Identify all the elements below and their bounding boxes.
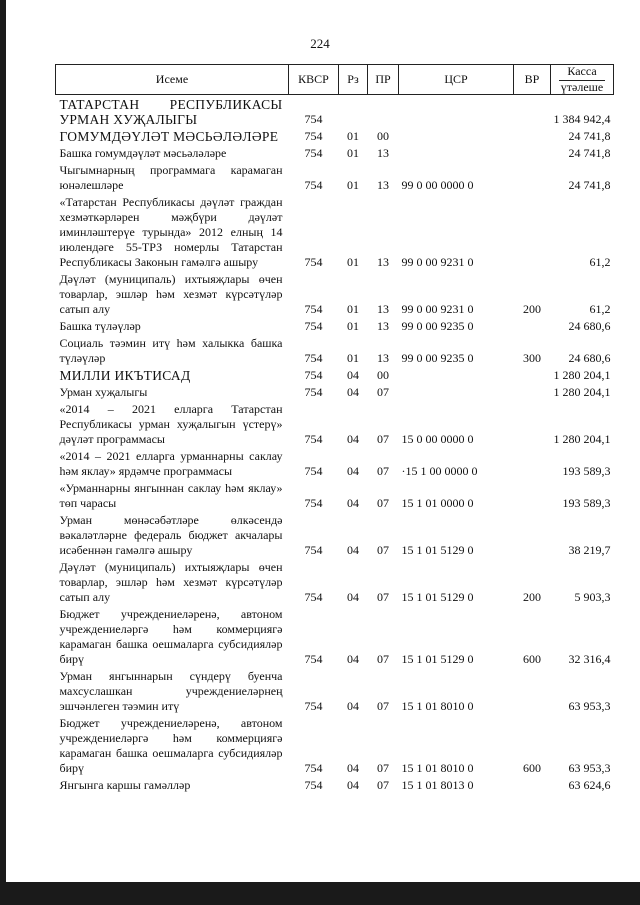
scan-bottom-edge — [0, 882, 640, 905]
row-pr: 13 — [377, 146, 389, 160]
row-vr: 600 — [523, 761, 541, 775]
row-vr — [514, 383, 551, 400]
row-vr — [514, 776, 551, 793]
row-pr: 07 — [377, 778, 389, 792]
row-pr: 00 — [377, 129, 389, 143]
row-pr: 00 — [377, 368, 389, 382]
row-name: Дәүләт (муниципаль) ихтыяҗлары өчен товарлар, эшләр һәм хезмәт күрсәтүләр сатып алу — [59, 560, 283, 604]
row-rz: 04 — [347, 590, 359, 604]
table-row — [56, 144, 614, 161]
row-kvsr: 754 — [304, 496, 323, 510]
row-amount: 61,2 — [589, 302, 611, 316]
row-kvsr: 754 — [304, 464, 323, 478]
row-vr — [514, 667, 551, 714]
row-csr: 99 0 00 9231 0 — [401, 302, 474, 316]
row-amount: 1 384 942,4 — [553, 112, 611, 126]
row-csr: 15 1 01 0000 0 — [401, 496, 474, 510]
row-kvsr: 754 — [304, 385, 323, 399]
row-vr — [514, 144, 551, 161]
row-rz — [339, 95, 368, 128]
row-pr: 07 — [377, 464, 389, 478]
row-name: «2014 – 2021 елларга Татарстан Республикасы урман хуҗалыгын үстерү» дәүләт программасы — [59, 402, 283, 446]
row-vr: 200 — [523, 302, 541, 316]
row-pr: 13 — [377, 302, 389, 316]
row-name: Урман хуҗалыгы — [59, 385, 148, 399]
row-kvsr: 754 — [304, 255, 323, 269]
row-vr — [514, 193, 551, 270]
row-csr: 15 1 01 8010 0 — [401, 761, 474, 775]
row-rz: 01 — [347, 146, 359, 160]
row-name: «2014 – 2021 елларга урманнарны саклау һәм яклау» ярдәмче программасы — [59, 449, 283, 478]
table-row — [56, 558, 614, 605]
table-row — [56, 714, 614, 776]
row-csr: 99 0 00 9235 0 — [401, 351, 474, 365]
table-row — [56, 400, 614, 447]
row-pr: 07 — [377, 496, 389, 510]
row-name: МИЛЛИ ИКЪТИСАД — [59, 368, 191, 383]
row-name: Бюджет учреждениеләренә, автоном учреждениеләргә һәм коммерциягә карамаган башка оешмаларга субсидияләр бирү — [59, 716, 283, 775]
row-rz: 04 — [347, 699, 359, 713]
row-pr: 07 — [377, 699, 389, 713]
row-csr — [399, 366, 514, 383]
row-vr: 300 — [523, 351, 541, 365]
table-row — [56, 161, 614, 193]
row-pr: 07 — [377, 761, 389, 775]
row-rz: 01 — [347, 351, 359, 365]
table-header-row — [56, 65, 614, 95]
row-csr: 99 0 00 9231 0 — [401, 255, 474, 269]
row-kvsr: 754 — [304, 543, 323, 557]
row-pr: 07 — [377, 432, 389, 446]
row-rz: 04 — [347, 368, 359, 382]
row-kvsr: 754 — [304, 302, 323, 316]
row-csr — [399, 383, 514, 400]
table-row — [56, 479, 614, 511]
row-kvsr: 754 — [304, 129, 323, 143]
table-row — [56, 95, 614, 128]
row-rz: 04 — [347, 778, 359, 792]
row-pr: 13 — [377, 319, 389, 333]
row-amount: 32 316,4 — [568, 652, 611, 666]
row-csr: ·15 1 00 0000 0 — [401, 464, 478, 478]
row-csr: 15 1 01 8013 0 — [401, 778, 474, 792]
row-vr — [514, 511, 551, 558]
row-kvsr: 754 — [304, 368, 323, 382]
row-name: ГОМУМДӘҮЛӘТ МӘСЬӘЛӘЛӘРЕ — [59, 129, 279, 144]
row-csr — [399, 144, 514, 161]
row-amount: 24 741,8 — [568, 129, 611, 143]
row-rz: 01 — [347, 178, 359, 192]
row-pr: 07 — [377, 652, 389, 666]
header-amount — [551, 65, 614, 95]
header-amount-line2: үтәлеше — [560, 80, 604, 94]
header-amount-line1: Касса — [567, 64, 597, 78]
row-rz: 04 — [347, 761, 359, 775]
row-rz: 04 — [347, 432, 359, 446]
row-pr: 13 — [377, 255, 389, 269]
row-amount: 24 741,8 — [568, 178, 611, 192]
row-rz: 04 — [347, 496, 359, 510]
row-vr: 200 — [523, 590, 541, 604]
row-csr: 15 0 00 0000 0 — [401, 432, 474, 446]
row-amount: 193 589,3 — [562, 496, 611, 510]
row-vr — [514, 366, 551, 383]
row-pr: 07 — [377, 385, 389, 399]
table-row — [56, 270, 614, 317]
budget-table — [55, 64, 614, 793]
scan-left-edge — [0, 0, 6, 905]
row-rz: 04 — [347, 464, 359, 478]
row-rz: 01 — [347, 129, 359, 143]
table-row — [56, 366, 614, 383]
row-amount: 193 589,3 — [562, 464, 611, 478]
row-name: Башка түләүләр — [59, 319, 141, 333]
row-amount: 63 953,3 — [568, 699, 611, 713]
row-vr — [514, 447, 551, 479]
row-pr: 13 — [377, 178, 389, 192]
header-csr: ЦСР — [399, 65, 514, 95]
row-csr — [399, 95, 514, 128]
row-name: «Урманнарны янгыннан саклау һәм яклау» төп чарасы — [59, 481, 283, 510]
row-amount: 1 280 204,1 — [553, 432, 611, 446]
row-csr: 99 0 00 9235 0 — [401, 319, 474, 333]
table-row — [56, 334, 614, 366]
row-csr: 15 1 01 5129 0 — [401, 590, 474, 604]
row-rz: 04 — [347, 543, 359, 557]
page-number: 224 — [310, 36, 330, 51]
row-rz: 01 — [347, 255, 359, 269]
row-vr: 600 — [523, 652, 541, 666]
table-row — [56, 447, 614, 479]
table-row — [56, 605, 614, 667]
row-pr: 07 — [377, 590, 389, 604]
row-rz: 01 — [347, 319, 359, 333]
row-name: «Татарстан Республикасы дәүләт граждан хезмәткәрләрен мәҗбүри дәүләт иминләштерүе турында» 2012 елның 14 июлендәге 55-ТРЗ номерлы Татарстан Республикасы Законын гамәлгә ашыру — [59, 195, 283, 269]
row-amount: 24 680,6 — [568, 319, 611, 333]
row-vr — [514, 479, 551, 511]
row-amount: 38 219,7 — [568, 543, 611, 557]
row-csr — [399, 127, 514, 144]
row-kvsr: 754 — [304, 146, 323, 160]
table-row — [56, 383, 614, 400]
row-amount: 24 680,6 — [568, 351, 611, 365]
row-kvsr: 754 — [304, 112, 323, 126]
row-name: ТАТАРСТАН РЕСПУБЛИКАСЫ УРМАН ХУҖАЛЫГЫ — [59, 97, 283, 127]
header-vr: ВР — [514, 65, 551, 95]
row-pr: 13 — [377, 351, 389, 365]
table-row — [56, 127, 614, 144]
table-row — [56, 317, 614, 334]
row-csr: 15 1 01 8010 0 — [401, 699, 474, 713]
row-amount: 5 903,3 — [574, 590, 611, 604]
row-csr: 15 1 01 5129 0 — [401, 652, 474, 666]
row-csr: 99 0 00 0000 0 — [401, 178, 474, 192]
row-kvsr: 754 — [304, 432, 323, 446]
row-kvsr: 754 — [304, 351, 323, 365]
row-vr — [514, 161, 551, 193]
row-name: Бюджет учреждениеләренә, автоном учреждениеләргә һәм коммерциягә карамаган башка оешмаларга субсидияләр бирү — [59, 607, 283, 666]
row-amount: 63 624,6 — [568, 778, 611, 792]
row-amount: 1 280 204,1 — [553, 385, 611, 399]
table-row — [56, 776, 614, 793]
row-rz: 04 — [347, 385, 359, 399]
row-name: Дәүләт (муниципаль) ихтыяҗлары өчен товарлар, эшләр һәм хезмәт күрсәтүләр сатып алу — [59, 272, 283, 316]
table-row — [56, 511, 614, 558]
row-rz: 01 — [347, 302, 359, 316]
row-name: Янгынга каршы гамәлләр — [59, 778, 191, 792]
table-row — [56, 193, 614, 270]
row-name: Урман янгыннарын сүндерү буенча махсуслашкан учреждениеләрнең эшчәнлеген тәэмин итү — [59, 669, 283, 713]
row-name: Урман мөнәсәбәтләре өлкәсендә вәкаләтләрне федераль бюджет акчалары исәбеннән гамәлгә ашыру — [59, 513, 283, 557]
header-pr: ПР — [368, 65, 399, 95]
row-rz: 04 — [347, 652, 359, 666]
header-kvsr: КВСР — [289, 65, 339, 95]
row-vr — [514, 400, 551, 447]
row-name: Чыгымнарның программага карамаган юнәлешләре — [59, 163, 283, 192]
row-kvsr: 754 — [304, 178, 323, 192]
row-pr: 07 — [377, 543, 389, 557]
row-kvsr: 754 — [304, 778, 323, 792]
header-rz: Рз — [339, 65, 368, 95]
table-row — [56, 667, 614, 714]
row-amount: 1 280 204,1 — [553, 368, 611, 382]
row-amount: 61,2 — [589, 255, 611, 269]
row-amount: 63 953,3 — [568, 761, 611, 775]
row-vr — [514, 127, 551, 144]
row-name: Башка гомумдәүләт мәсьәләләре — [59, 146, 227, 160]
row-name: Социаль тәэмин итү һәм халыкка башка түләүләр — [59, 336, 283, 365]
row-csr: 15 1 01 5129 0 — [401, 543, 474, 557]
header-name: Исеме — [56, 65, 289, 95]
row-vr — [514, 95, 551, 128]
row-vr — [514, 317, 551, 334]
row-kvsr: 754 — [304, 590, 323, 604]
row-kvsr: 754 — [304, 319, 323, 333]
row-pr — [368, 95, 399, 128]
row-amount: 24 741,8 — [568, 146, 611, 160]
row-kvsr: 754 — [304, 652, 323, 666]
row-kvsr: 754 — [304, 761, 323, 775]
row-kvsr: 754 — [304, 699, 323, 713]
